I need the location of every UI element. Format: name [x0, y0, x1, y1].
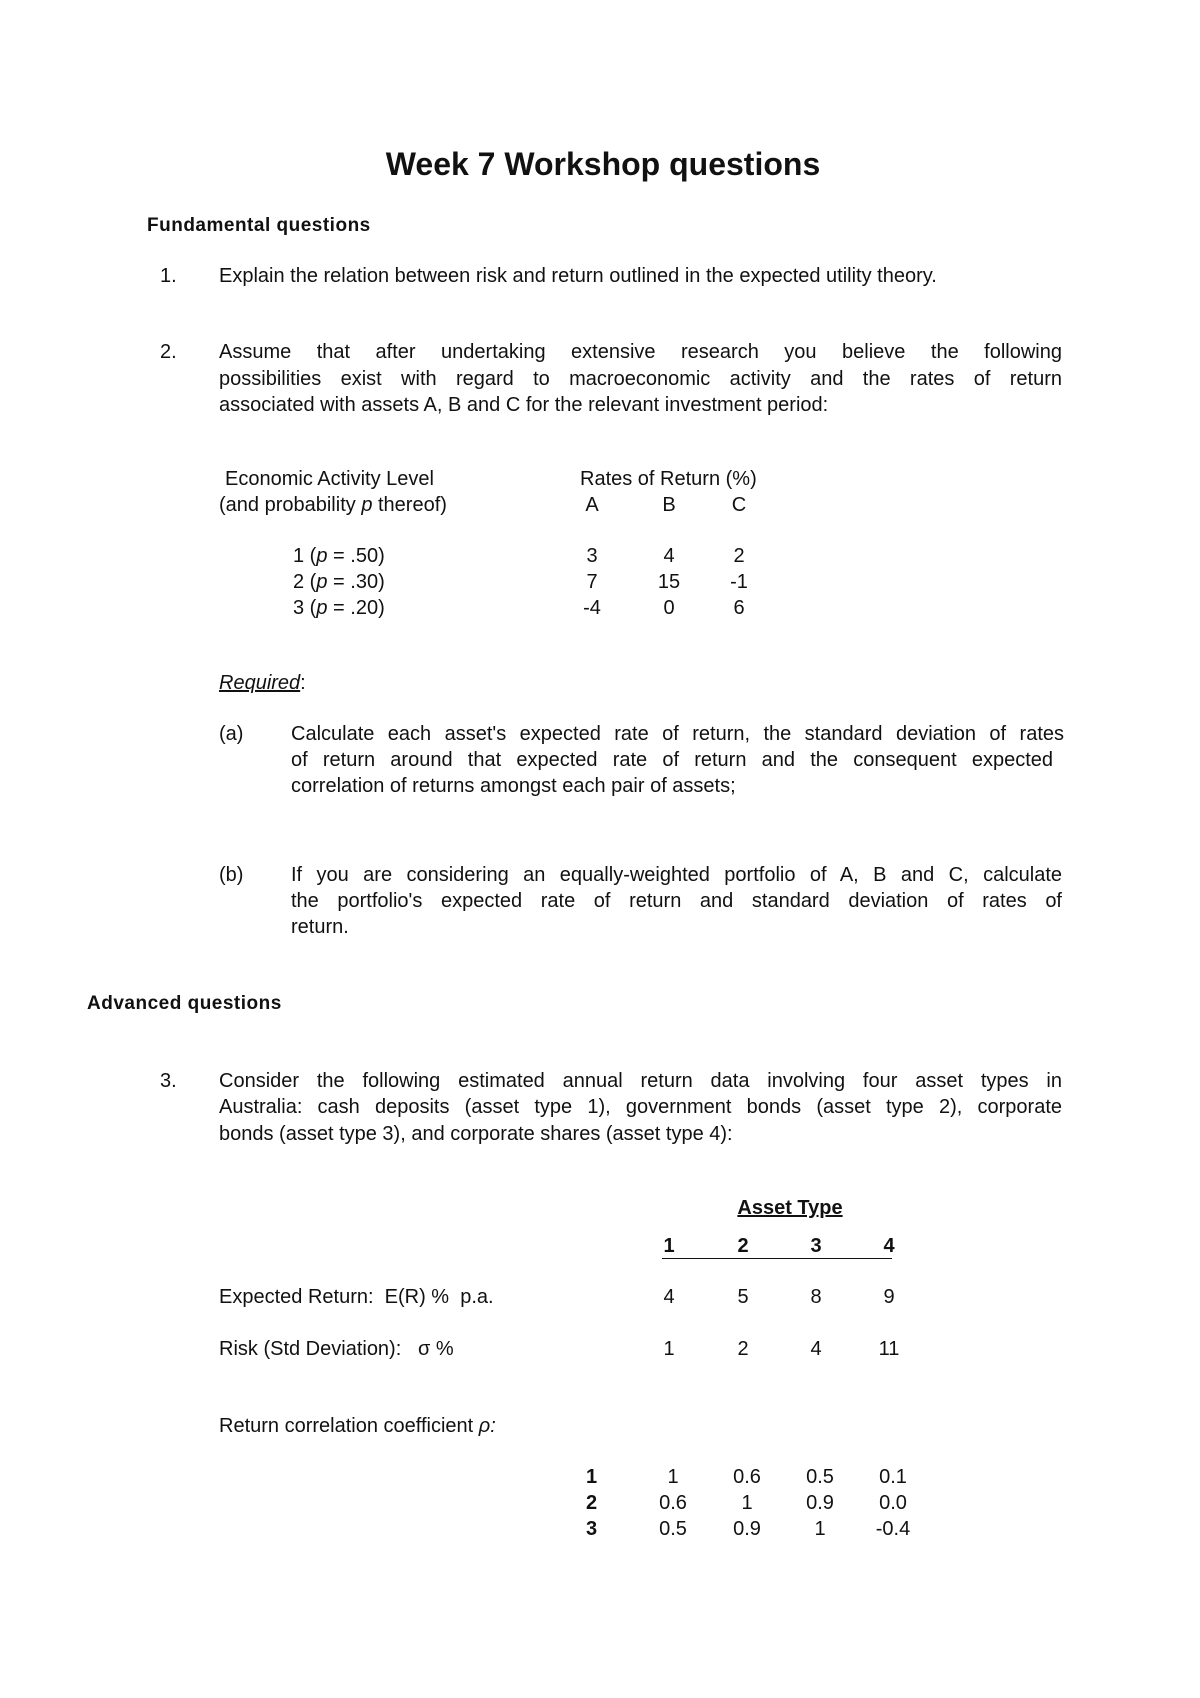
row-header: 2	[586, 1492, 598, 1514]
table-row-label: 2 (p = .30)	[293, 571, 385, 593]
required-label	[219, 671, 306, 695]
table-cell: 6	[733, 597, 745, 619]
question-2-line: Assume that after undertaking extensive research you believe the following	[219, 341, 1062, 363]
label-text: Return correlation coefficient	[219, 1415, 479, 1437]
question-2-line: possibilities exist with regard to macroeconomic activity and the rates of return	[219, 368, 1062, 390]
table-cell: 0.6	[733, 1466, 761, 1488]
table-cell: 1	[667, 1466, 679, 1488]
column-header: 2	[737, 1235, 749, 1257]
row-header: 3	[586, 1518, 598, 1540]
level: 1	[293, 545, 305, 567]
section-heading-fundamental: Fundamental questions	[147, 215, 371, 236]
probability: .50	[350, 545, 379, 567]
table-cell: 0.0	[879, 1492, 907, 1514]
correlation-label	[219, 1414, 496, 1438]
column-header: 4	[883, 1235, 895, 1257]
table-cell: 1	[741, 1492, 753, 1514]
part-b-line: If you are considering an equally-weighted portfolio of A, B and C, calculate	[291, 864, 1062, 886]
table-cell: 5	[737, 1286, 749, 1308]
table-cell: -0.4	[875, 1518, 911, 1540]
required-text: Required	[219, 672, 301, 694]
question-3-line: Australia: cash deposits (asset type 1), government bonds (asset type 2), corporate	[219, 1096, 1062, 1118]
section-heading-advanced: Advanced questions	[87, 993, 282, 1014]
table-cell: 0.6	[659, 1492, 687, 1514]
table-cell: 8	[810, 1286, 822, 1308]
table-cell: 15	[657, 571, 681, 593]
column-header: 3	[810, 1235, 822, 1257]
table-cell: 0	[663, 597, 675, 619]
question-3-line: Consider the following estimated annual return data involving four asset types in	[219, 1070, 1062, 1092]
table-header: Rates of Return (%)	[580, 468, 757, 490]
table-cell: 1	[814, 1518, 826, 1540]
table-cell: 0.5	[659, 1518, 687, 1540]
table-cell: 9	[883, 1286, 895, 1308]
part-b-line: the portfolio's expected rate of return and standard deviation of rates of	[291, 890, 1062, 912]
table-cell: 3	[586, 545, 598, 567]
row-label: Risk (Std Deviation): σ %	[219, 1338, 454, 1360]
table-header	[219, 493, 447, 517]
rho-symbol: ρ:	[478, 1415, 496, 1437]
header-underline	[662, 1258, 892, 1259]
row-header: 1	[586, 1466, 598, 1488]
table-cell: -4	[583, 597, 601, 619]
table-cell: 2	[733, 545, 745, 567]
column-header: B	[662, 494, 676, 516]
asset-type-heading: Asset Type	[737, 1197, 843, 1219]
table-cell: 0.1	[879, 1466, 907, 1488]
page-title: Week 7 Workshop questions	[385, 146, 821, 182]
question-2-line: associated with assets A, B and C for the relevant investment period:	[219, 394, 829, 416]
table-cell: 0.9	[733, 1518, 761, 1540]
part-a-line: Calculate each asset's expected rate of return, the standard deviation of rates	[291, 723, 1064, 745]
question-number: 1.	[160, 265, 177, 287]
column-header: 1	[663, 1235, 675, 1257]
column-header: C	[731, 494, 747, 516]
level: 2	[293, 571, 305, 593]
colon: :	[300, 672, 306, 694]
part-a-line: correlation of returns amongst each pair of assets;	[291, 775, 736, 797]
table-row-label: 1 (p = .50)	[293, 545, 385, 567]
column-header: A	[585, 494, 599, 516]
header-text: (and probability	[219, 494, 362, 516]
row-label: Expected Return: E(R) % p.a.	[219, 1286, 494, 1308]
probability: .20	[350, 597, 379, 619]
table-cell: 1	[663, 1338, 675, 1360]
table-row-label: 3 (p = .20)	[293, 597, 385, 619]
part-label: (a)	[219, 723, 244, 745]
question-number: 2.	[160, 341, 177, 363]
header-text: thereof)	[372, 494, 447, 516]
table-cell: 7	[586, 571, 598, 593]
part-b-line: return.	[291, 916, 349, 938]
table-header: Economic Activity Level	[225, 468, 434, 490]
part-label: (b)	[219, 864, 244, 886]
table-cell: 0.5	[806, 1466, 834, 1488]
table-cell: 2	[737, 1338, 749, 1360]
table-cell: 4	[663, 1286, 675, 1308]
table-cell: 0.9	[806, 1492, 834, 1514]
table-cell: -1	[730, 571, 748, 593]
table-cell: 4	[663, 545, 675, 567]
table-cell: 11	[878, 1338, 900, 1360]
part-a-line: of return around that expected rate of return and the consequent expected	[291, 749, 1053, 771]
header-text: p	[361, 494, 373, 516]
level: 3	[293, 597, 305, 619]
question-3-line: bonds (asset type 3), and corporate shares (asset type 4):	[219, 1123, 733, 1145]
table-cell: 4	[810, 1338, 822, 1360]
probability: .30	[350, 571, 379, 593]
question-number: 3.	[160, 1070, 177, 1092]
question-1-text: Explain the relation between risk and return outlined in the expected utility theory.	[219, 265, 937, 287]
